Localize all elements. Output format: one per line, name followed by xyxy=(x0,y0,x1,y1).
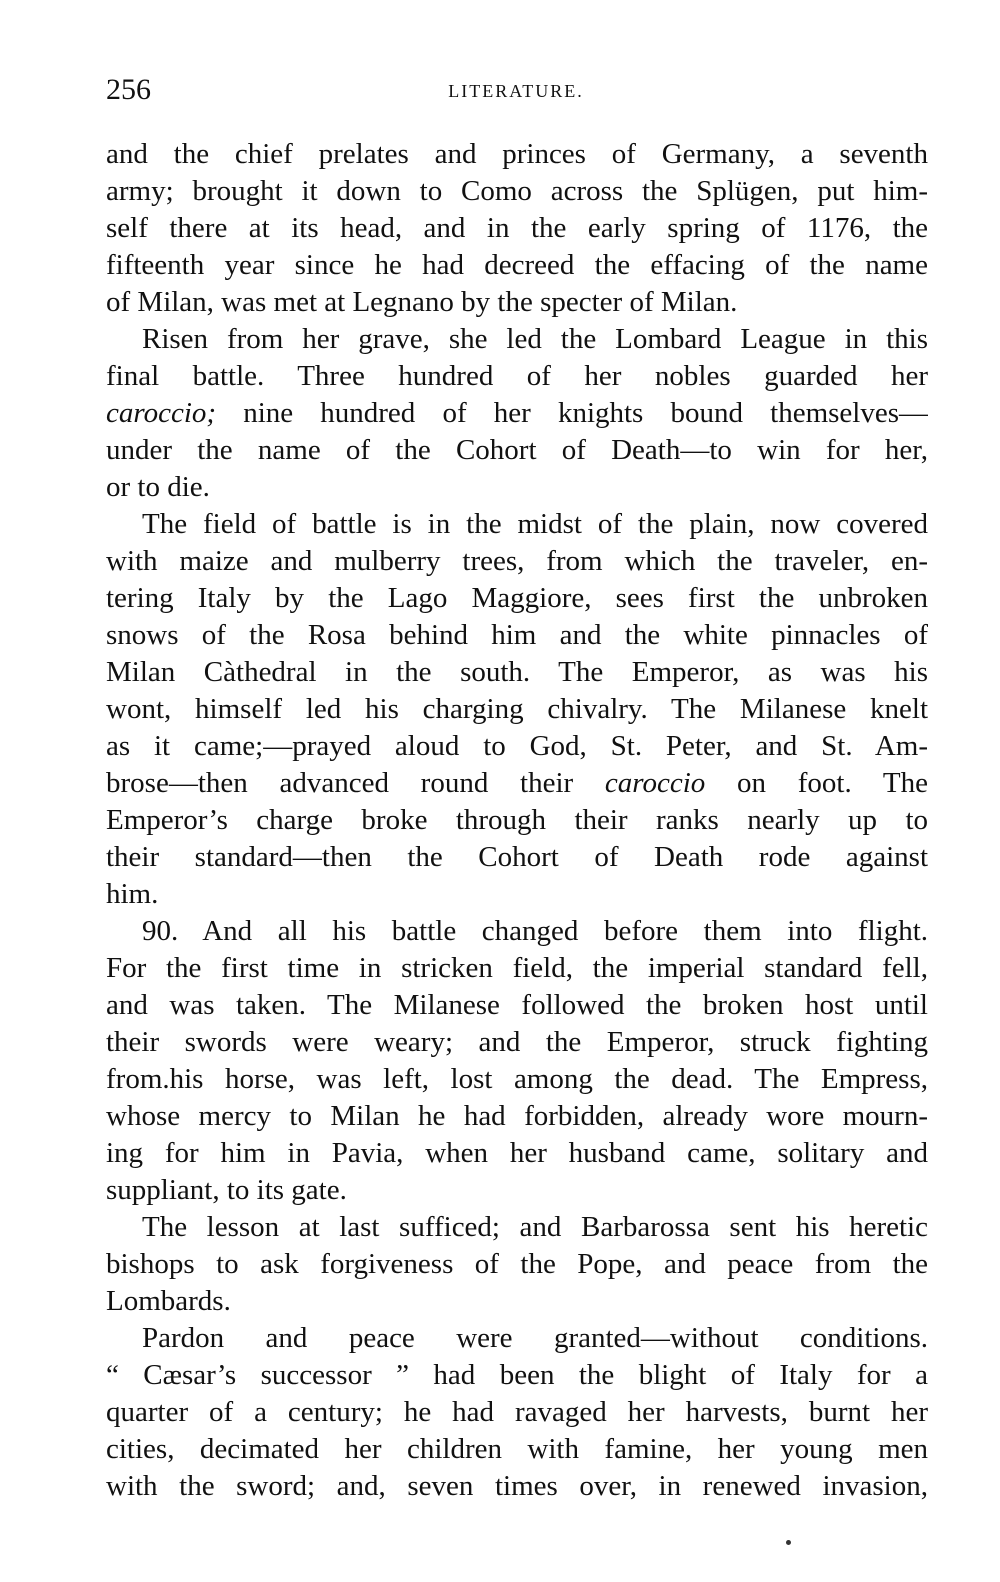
text-line: him. xyxy=(106,878,159,910)
text-line: Pardon and peace were granted—without conditions. xyxy=(142,1322,928,1354)
text-line: snows of the Rosa behind him and the white pinnacles of xyxy=(106,619,928,651)
text-line: Milan Càthedral in the south. The Emperor, as was his xyxy=(106,656,928,688)
text-line: with maize and mulberry trees, from which the traveler, en- xyxy=(106,545,928,577)
print-mark-dot xyxy=(786,1540,791,1545)
text-line: Risen from her grave, she led the Lombard League in this xyxy=(142,323,928,355)
text-line: final battle. Three hundred of her nobles guarded her xyxy=(106,360,928,392)
body-text xyxy=(106,136,928,1505)
italic-word-caroccio: caroccio; xyxy=(106,397,217,429)
italic-word-caroccio: caroccio xyxy=(604,767,706,799)
text-line: as it came;—prayed aloud to God, St. Peter, and St. Am- xyxy=(106,730,928,762)
page-number: 256 xyxy=(106,73,151,106)
text-line: For the first time in stricken field, the imperial standard fell, xyxy=(106,952,928,984)
text-line: cities, decimated her children with famine, her young men xyxy=(106,1433,928,1465)
line-end: on foot. The xyxy=(705,767,928,799)
text-line-with-italic xyxy=(106,395,928,432)
text-line: ing for him in Pavia, when her husband came, solitary and xyxy=(106,1137,928,1169)
running-head: LITERATURE. xyxy=(448,81,584,101)
text-line: “ Cæsar’s successor ” had been the blight of Italy for a xyxy=(106,1359,928,1391)
text-line: Emperor’s charge broke through their ranks nearly up to xyxy=(106,804,928,836)
text-line: The field of battle is in the midst of the plain, now covered xyxy=(142,508,928,540)
text-line: The lesson at last sufficed; and Barbarossa sent his heretic xyxy=(142,1211,928,1243)
text-line: self there at its head, and in the early spring of 1176, the xyxy=(106,212,928,244)
text-line: army; brought it down to Como across the Splügen, put him- xyxy=(106,175,928,207)
text-line: 90. And all his battle changed before them into flight. xyxy=(142,915,928,947)
text-line: wont, himself led his charging chivalry. The Milanese knelt xyxy=(106,693,928,725)
text-line: tering Italy by the Lago Maggiore, sees first the unbroken xyxy=(106,582,928,614)
text-line: from.his horse, was left, lost among the dead. The Empress, xyxy=(106,1063,928,1095)
text-line: and the chief prelates and princes of Germany, a seventh xyxy=(106,138,928,170)
text-line: their swords were weary; and the Emperor, struck fighting xyxy=(106,1026,928,1058)
text-line: bishops to ask forgiveness of the Pope, and peace from the xyxy=(106,1248,928,1280)
text-line: whose mercy to Milan he had forbidden, already wore mourn- xyxy=(106,1100,928,1132)
text-line: under the name of the Cohort of Death—to win for her, xyxy=(106,434,928,466)
text-line: suppliant, to its gate. xyxy=(106,1174,347,1206)
text-line-with-italic xyxy=(106,765,928,802)
page-header xyxy=(106,70,926,110)
text-line: with the sword; and, seven times over, in renewed invasion, xyxy=(106,1470,928,1502)
text-line: fifteenth year since he had decreed the effacing of the name xyxy=(106,249,928,281)
line-start: brose—then advanced round their xyxy=(106,767,605,799)
text-line: and was taken. The Milanese followed the broken host until xyxy=(106,989,928,1021)
text-line: their standard—then the Cohort of Death rode against xyxy=(106,841,928,873)
text-line: Lombards. xyxy=(106,1285,231,1317)
line-remainder: nine hundred of her knights bound themselves— xyxy=(216,397,928,429)
text-line: quarter of a century; he had ravaged her harvests, burnt her xyxy=(106,1396,928,1428)
text-line: or to die. xyxy=(106,471,210,503)
text-line: of Milan, was met at Legnano by the specter of Milan. xyxy=(106,286,738,318)
